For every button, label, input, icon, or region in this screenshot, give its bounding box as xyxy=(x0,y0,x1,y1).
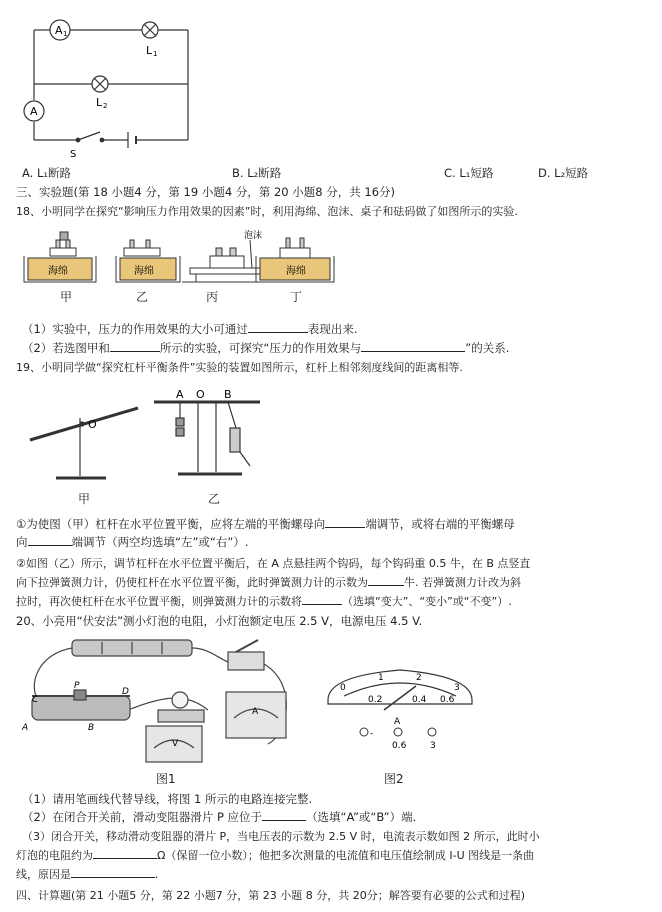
svg-text:O: O xyxy=(196,388,205,401)
q20-sub1: （1）请用笔画线代替导线，将图 1 所示的电路连接完整. xyxy=(22,792,313,806)
svg-text:1: 1 xyxy=(153,50,158,58)
option-b: B. L₂断路 xyxy=(232,166,282,180)
lamp-l2-icon xyxy=(92,76,108,92)
svg-text:2: 2 xyxy=(103,102,108,110)
svg-text:海绵: 海绵 xyxy=(286,266,306,277)
svg-text:L: L xyxy=(96,96,103,109)
fig-label-jia: 甲 xyxy=(60,290,73,304)
fig-label-yi: 乙 xyxy=(136,290,149,304)
fig-label-2: 图2 xyxy=(384,772,404,786)
blank[interactable] xyxy=(71,877,155,878)
fig-label-ding: 丁 xyxy=(290,290,303,304)
section4-title: 四、计算题(第 21 小题5 分，第 22 小题7 分，第 23 小题 8 分，共 20分；解答要有必要的公式和过程) xyxy=(16,889,526,902)
svg-text:P: P xyxy=(74,681,80,691)
q20-sub2: （2）在闭合开关前，滑动变阻器滑片 P 应位于 （选填“A”或“B”）端. xyxy=(22,810,417,824)
svg-text:0: 0 xyxy=(340,683,346,693)
svg-text:O: O xyxy=(88,418,97,431)
svg-text:2: 2 xyxy=(416,673,422,683)
fig-label-1: 图1 xyxy=(156,772,176,786)
svg-text:A: A xyxy=(30,105,38,118)
section3-title: 三、实验题(第 18 小题4 分，第 19 小题4 分，第 20 小题8 分，共 16分) xyxy=(16,185,396,199)
lamp-l1-icon xyxy=(142,22,158,38)
q20-sub3-line1: （3）闭合开关，移动滑动变阻器的滑片 P，当电压表的示数为 2.5 V 时，电流表示数如图 2 所示，此时小 xyxy=(22,830,540,843)
blank[interactable] xyxy=(248,332,308,333)
q18-stem: 18、小明同学在探究“影响压力作用效果的因素”时，利用海绵、泡沫、桌子和砝码做了如图所示的实验. xyxy=(16,205,518,218)
parallel-circuit-diagram xyxy=(18,0,198,160)
q19-stem: 19、小明同学做“探究杠杆平衡条件”实验的装置如图所示，杠杆上相邻刻度线间的距离相等. xyxy=(16,361,463,374)
svg-text:L: L xyxy=(146,44,153,57)
svg-text:海绵: 海绵 xyxy=(48,266,68,277)
q19-p2-line2: 向下拉弹簧测力计，仍使杠杆在水平位置平衡，此时弹簧测力计的示数为 牛. 若弹簧测力计改为斜 xyxy=(16,576,521,589)
ammeter-a1-icon xyxy=(50,20,70,40)
svg-text:0.6: 0.6 xyxy=(392,741,407,751)
blank[interactable] xyxy=(368,585,404,586)
option-c: C. L₁短路 xyxy=(444,166,494,180)
svg-text:3: 3 xyxy=(430,741,436,751)
q18-sub2: （2）若选图甲和 所示的实验，可探究“压力的作用效果与 ”的关系. xyxy=(22,341,510,355)
circuit-figure-1 xyxy=(18,634,308,770)
svg-text:V: V xyxy=(172,739,179,749)
blank[interactable] xyxy=(361,351,465,352)
fig-label-jia: 甲 xyxy=(78,492,91,506)
svg-text:D: D xyxy=(122,687,129,697)
svg-text:泡沫: 泡沫 xyxy=(244,231,263,241)
blank[interactable] xyxy=(28,545,72,546)
svg-text:A: A xyxy=(22,723,29,733)
blank[interactable] xyxy=(302,604,342,605)
svg-text:1: 1 xyxy=(63,30,68,38)
blank[interactable] xyxy=(110,351,160,352)
lever-figure-jia xyxy=(26,388,156,488)
q19-p1-line2: 向 端调节（两空均选填“左”或“右”）. xyxy=(16,535,249,549)
q18-sub1: （1）实验中，压力的作用效果的大小可通过 表现出来. xyxy=(22,322,358,336)
svg-text:0.2: 0.2 xyxy=(368,695,383,705)
svg-text:A: A xyxy=(394,717,401,727)
svg-text:海绵: 海绵 xyxy=(134,266,154,277)
q19-p2-line3: 拉时，再次使杠杆在水平位置平衡，则弹簧测力计的示数将 （选填“变大”、“变小”或“不变”）. xyxy=(16,595,512,608)
svg-text:B: B xyxy=(224,388,232,401)
lever-figure-yi xyxy=(150,388,270,488)
q19-p2-line1: ②如图（乙）所示，调节杠杆在水平位置平衡后，在 A 点悬挂两个钩码，每个钩码重 0.5 牛，在 B 点竖直 xyxy=(16,557,531,570)
svg-text:B: B xyxy=(88,723,95,733)
svg-text:A: A xyxy=(252,707,259,717)
blank[interactable] xyxy=(262,820,306,821)
svg-text:1: 1 xyxy=(378,673,384,683)
q20-sub3-line3: 线，原因是 . xyxy=(16,868,159,881)
q20-stem: 20、小亮用“伏安法”测小灯泡的电阻，小灯泡额定电压 2.5 V，电源电压 4.5 V. xyxy=(16,614,423,628)
blank[interactable] xyxy=(93,858,157,859)
svg-text:-: - xyxy=(370,729,374,739)
svg-text:C: C xyxy=(32,695,39,705)
svg-text:A: A xyxy=(55,24,63,37)
fig-label-bing: 丙 xyxy=(206,290,219,304)
svg-text:A: A xyxy=(176,388,184,401)
q19-p1-line1: ①为使图（甲）杠杆在水平位置平衡，应将左端的平衡螺母向 端调节，或将右端的平衡螺母 xyxy=(16,517,515,531)
svg-text:3: 3 xyxy=(454,683,460,693)
svg-text:S: S xyxy=(70,149,77,160)
svg-text:0.4: 0.4 xyxy=(412,695,427,705)
blank[interactable] xyxy=(325,527,365,528)
fig-label-yi: 乙 xyxy=(208,492,221,506)
option-a: A. L₁断路 xyxy=(22,166,71,180)
ammeter-dial-figure-2 xyxy=(320,656,480,756)
ammeter-a-icon xyxy=(24,101,44,121)
option-d: D. L₂短路 xyxy=(538,166,589,180)
q20-sub3-line2: 灯泡的电阻约为 Ω（保留一位小数）；他把多次测量的电流值和电压值绘制成 I-U 图线是一条曲 xyxy=(16,849,535,862)
svg-text:0.6: 0.6 xyxy=(440,695,455,705)
